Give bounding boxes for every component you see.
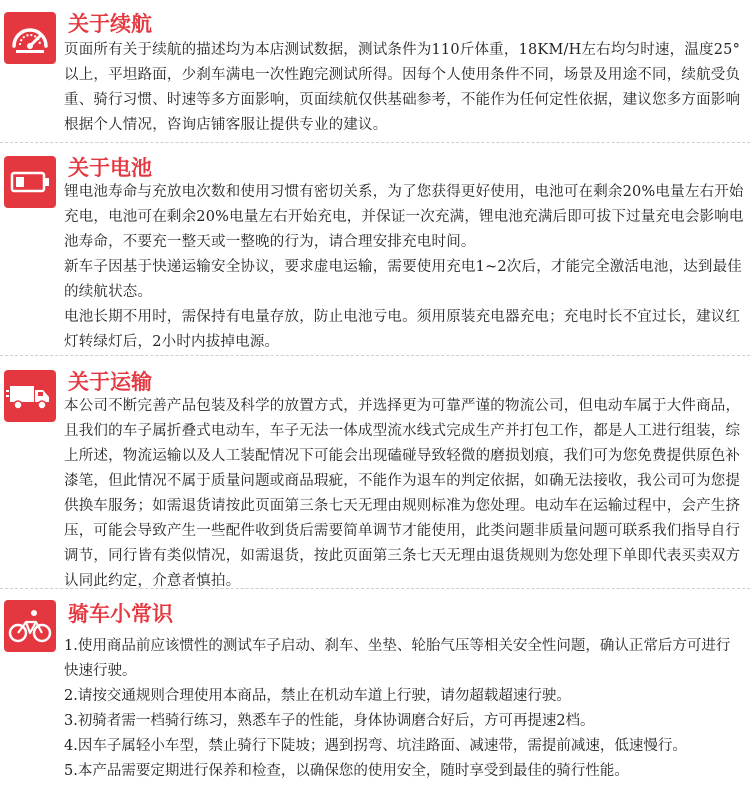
battery-icon (4, 156, 56, 208)
divider (0, 355, 750, 356)
section-shipping (0, 364, 750, 588)
section-title: 关于电池 (68, 156, 152, 180)
section-title: 骑车小常识 (68, 602, 173, 626)
divider (0, 142, 750, 143)
paragraph: 本公司不断完善产品包装及科学的放置方式，并选择更为可靠严谨的物流公司，但电动车属于大件商品，且我们的车子属折叠式电动车，车子无法一体成型流水线式完成生产并打包工作，都是人工进行组装，综上所述，物流运输以及人工装配情况下可能会出现磕碰导致轻微的磨损划痕，我们可为您免费提供原色补漆笔，但此情况不属于质量问题或商品瑕疵，不能作为退车的判定依据，如确无法接收，我公司可为您提供换车服务；如需退货请按此页面第三条七天无理由规则标准为您处理。电动车在运输过程中，会产生挤压，可能会导致产生一些配件收到货后需要简单调节才能使用，此类问题非质量问题可联系我们指导自行调节，同行皆有类似情况，如需退货，按此页面第三条七天无理由退货规则为您处理下单即代表买卖双方认同此约定，介意者慎拍。 (64, 398, 741, 589)
section-range (0, 0, 750, 140)
paragraph: 锂电池寿命与充放电次数和使用习惯有密切关系，为了您获得更好使用，电池可在剩余20%电量左右开始充电，电池可在剩余20%电量左右开始充电，并保证一次充满，锂电池充满后即可拔下过量充电会影响电池寿命，不要充一整天或一整晚的行为，请合理安排充电时间。 (64, 184, 744, 250)
bicycle-icon (4, 600, 56, 652)
list-item: 3.初骑者需一档骑行练习，熟悉车子的性能，身体协调磨合好后，方可再提速2档。 (64, 713, 595, 729)
divider (0, 588, 750, 589)
list-item: 2.请按交通规则合理使用本商品，禁止在机动车道上行驶，请勿超载超速行驶。 (64, 688, 571, 704)
list-item: 5.本产品需要定期进行保养和检查，以确保您的使用安全，随时享受到最佳的骑行性能。 (64, 763, 629, 779)
speedometer-icon (4, 12, 56, 64)
section-title: 关于运输 (68, 370, 152, 394)
list-item: 1.使用商品前应该惯性的测试车子启动、刹车、坐垫、轮胎气压等相关安全性问题，确认正常后方可进行快速行驶。 (64, 638, 731, 679)
section-title: 关于续航 (68, 12, 152, 36)
paragraph: 页面所有关于续航的描述均为本店测试数据，测试条件为110斤体重，18KM/H左右均匀时速，温度25° 以上，平坦路面，少刹车满电一次性跑完测试所得。因每个人使用条件不同，场景及用途不同，续航受负重、骑行习惯、时速等多方面影响，页面续航仅供基础参考，不能作为任何定性依据，建议您多方面影响根据个人情况，咨询店铺客服让提供专业的建议。 (64, 42, 745, 133)
delivery-truck-icon (4, 370, 56, 422)
list-item: 4.因车子属轻小车型，禁止骑行下陡坡；遇到拐弯、坑洼路面、减速带，需提前减速，低速慢行。 (64, 738, 687, 754)
paragraph: 新车子因基于快递运输安全协议，要求虚电运输，需要使用充电1~2次后，才能完全激活电池，达到最佳的续航状态。 (64, 259, 742, 300)
section-riding-tips (0, 596, 750, 792)
paragraph: 电池长期不用时，需保持有电量存放，防止电池亏电。须用原装充电器充电；充电时长不宜过长，建议红灯转绿灯后，2小时内拔掉电源。 (64, 309, 741, 350)
section-battery (0, 150, 750, 350)
